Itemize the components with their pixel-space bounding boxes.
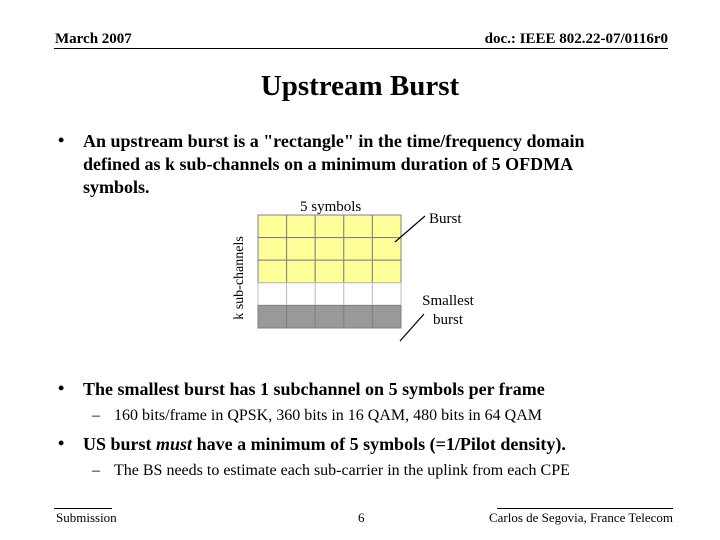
grid-cell-burst (258, 238, 287, 261)
bullet-1 (83, 130, 683, 199)
footer-submission: Submission (56, 510, 117, 525)
k-subchannels-label: k sub-channels (232, 236, 247, 320)
header-date: March 2007 (55, 31, 132, 47)
grid-cell-burst (287, 260, 316, 283)
grid-cell-smallest (258, 305, 287, 328)
footer-page-number: 6 (358, 510, 365, 525)
bullet-2: The smallest burst has 1 subchannel on 5 symbols per frame (83, 379, 545, 399)
grid-cell-empty (287, 283, 316, 306)
smallest-burst-label-line-1: Smallest (422, 293, 474, 309)
grid-cell-smallest (315, 305, 344, 328)
grid-cell-empty (344, 283, 373, 306)
header-rule (54, 48, 668, 49)
grid-cell-burst (315, 238, 344, 261)
grid-cell-burst (344, 260, 373, 283)
grid-cell-smallest (372, 305, 401, 328)
grid-cell-empty (258, 283, 287, 306)
grid-cell-burst (287, 215, 316, 238)
grid-cell-burst (372, 215, 401, 238)
bullet-3 (83, 433, 566, 456)
bullet-marker: • (58, 130, 65, 150)
bullet-marker: • (58, 378, 65, 398)
dash-marker: – (92, 407, 100, 424)
smallest-burst-label (410, 292, 486, 330)
bullet-3-sub: The BS needs to estimate each sub-carrier in the uplink from each CPE (114, 462, 570, 479)
dash-marker: – (92, 462, 100, 479)
bullet-3-post: have a minimum of 5 symbols (=1/Pilot density). (192, 434, 566, 454)
grid-cell-burst (372, 260, 401, 283)
slide-title: Upstream Burst (260, 70, 460, 102)
bullet-3-pre: US burst (83, 434, 157, 454)
bullet-3-emphasis: must (156, 434, 193, 454)
grid-cell-empty (372, 283, 401, 306)
footer-rule-right (497, 508, 673, 509)
bullet-marker: • (58, 433, 65, 453)
grid-cell-burst (315, 260, 344, 283)
grid-cell-burst (258, 260, 287, 283)
footer-rule-left (54, 508, 112, 509)
bullet-1-line-1: An upstream burst is a "rectangle" in the time/frequency domain (83, 131, 585, 151)
grid-cell-smallest (344, 305, 373, 328)
grid-cell-burst (344, 238, 373, 261)
bullet-2-sub: 160 bits/frame in QPSK, 360 bits in 16 QAM, 480 bits in 64 QAM (114, 407, 543, 424)
bullet-1-line-2: defined as k sub-channels on a minimum duration of 5 OFDMA (83, 154, 574, 174)
smallest-burst-label-line-2: burst (433, 312, 463, 328)
burst-grid (258, 215, 401, 328)
grid-cell-burst (258, 215, 287, 238)
burst-label: Burst (429, 211, 462, 227)
bullet-1-line-3: symbols. (83, 177, 150, 197)
grid-cell-smallest (287, 305, 316, 328)
five-symbols-label: 5 symbols (300, 199, 362, 215)
footer-author: Carlos de Segovia, France Telecom (488, 510, 673, 525)
grid-cell-empty (315, 283, 344, 306)
burst-diagram (220, 196, 520, 361)
grid-cell-burst (344, 215, 373, 238)
header-doc-id: doc.: IEEE 802.22-07/0116r0 (484, 31, 668, 47)
grid-cell-burst (287, 238, 316, 261)
grid-cell-burst (315, 215, 344, 238)
